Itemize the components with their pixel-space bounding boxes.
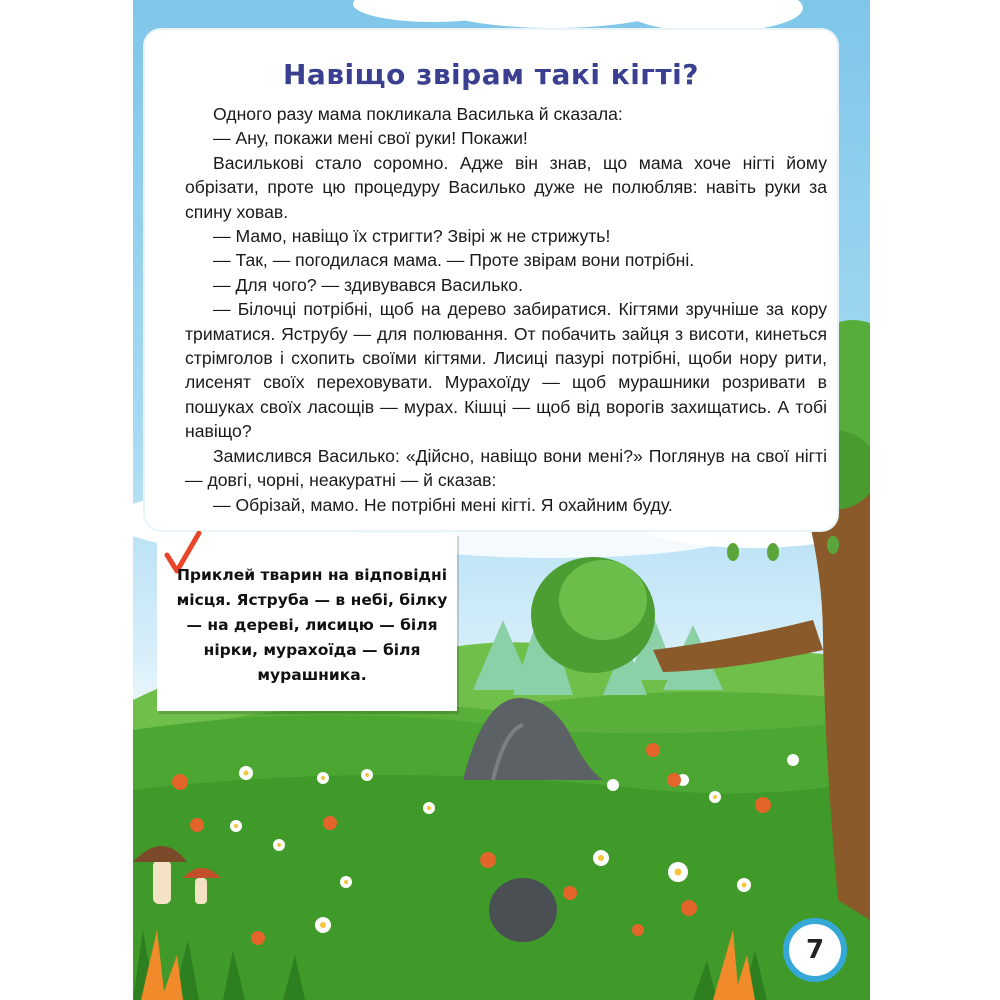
story-paragraph: — Мамо, навіщо їх стригти? Звірі ж не стрижуть! (213, 226, 611, 247)
story-paragraph: Васильковi стало соромно. Адже він знав, що мама хоче нігті йому обрізати, проте цю процедуру Василько дуже не полюбляв: навіть руки за спину ховав. (185, 152, 827, 222)
story-paragraph: — Для чого? — здивувався Василько. (213, 274, 523, 295)
story-paragraph: — Обрізай, мамо. Не потрібні мені кігті. Я охайним буду. (213, 494, 673, 515)
book-page (133, 0, 870, 1000)
task-instruction: Приклей тварин на відповідні місця. Яструба — в небі, білку — на дереві, лисицю — біля нірки, мурахоїда — біля мурашника. (176, 566, 448, 684)
task-box (157, 533, 457, 711)
story-title: Навіщо звірам такі кігті? (282, 58, 699, 91)
story-paragraph: — Білочці потрібні, щоб на дерево забиратися. Кігтями зручніше за кору триматися. Яструбу — для полювання. От побачить зайця з висоти, кинеться стрімголов і схопить своїми кігтями. Лисиці пазурі потрібні, щоби нору рити, лисенят своїх переховувати. Мурахоїду — щоб мурашники розривати в пошуках своїх ласощів — мурах. Кішці — щоб від ворогів захищатись. А тобі навіщо? (185, 299, 827, 442)
story-text (185, 102, 827, 517)
story-paragraph: Замислився Василько: «Дійсно, навіщо вони мені?» Поглянув на свої нігті — довгі, чорні, неакуратні — й сказав: (185, 445, 827, 491)
story-card (145, 30, 837, 530)
story-paragraph: Одного разу мама покликала Василька й сказала: (213, 104, 623, 124)
page-number: 7 (783, 918, 847, 982)
story-paragraph: — Так, — погодилася мама. — Проте звірам вони потрібні. (213, 250, 695, 271)
story-paragraph: — Ану, покажи мені свої руки! Покажи! (213, 128, 528, 149)
